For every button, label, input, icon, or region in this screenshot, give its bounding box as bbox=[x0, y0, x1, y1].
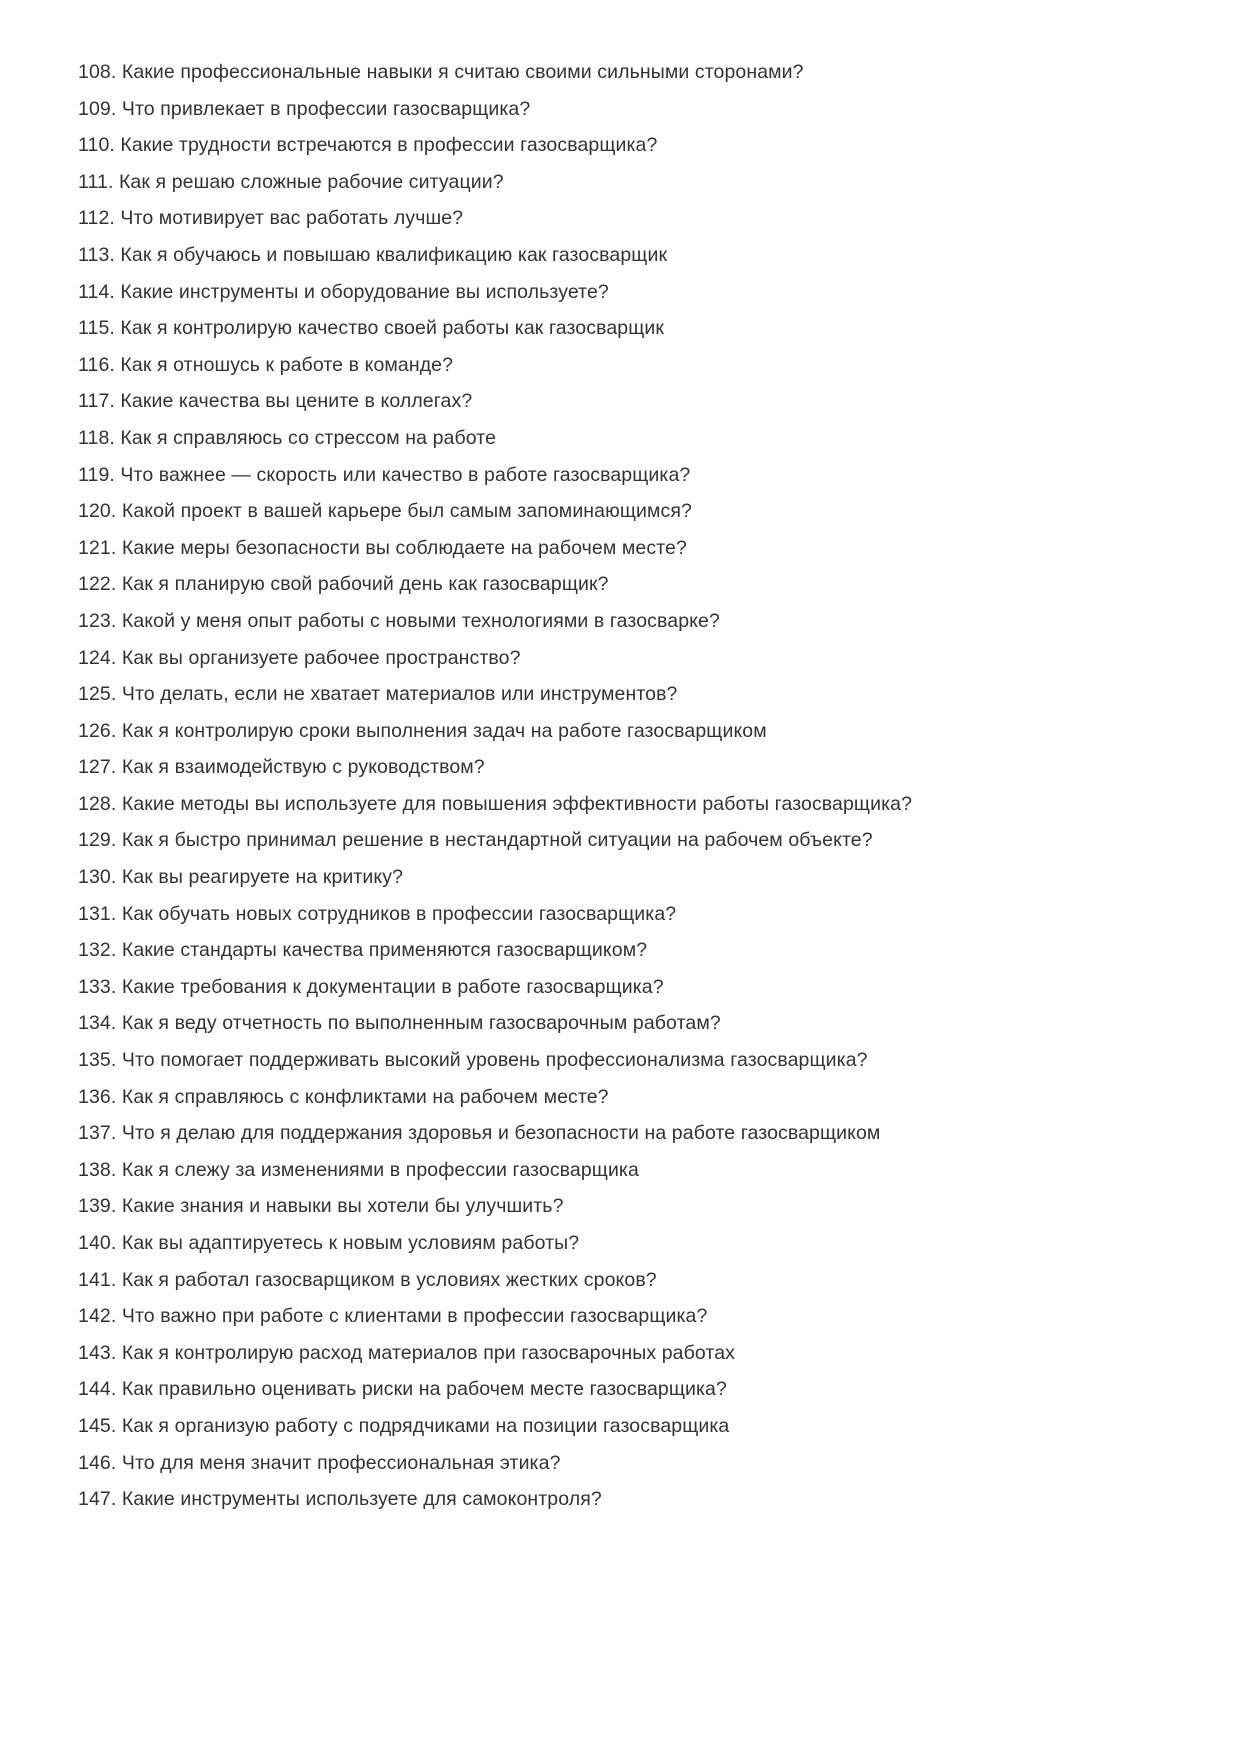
list-item: 124. Как вы организуете рабочее пространство? bbox=[78, 646, 521, 669]
list-item: 140. Как вы адаптируетесь к новым условиям работы? bbox=[78, 1232, 580, 1254]
list-item: 129. Как я быстро принимал решение в нестандартной ситуации на рабочем объекте? bbox=[78, 829, 873, 852]
list-item: 109. Что привлекает в профессии газосварщика? bbox=[78, 97, 531, 120]
list-item: 144. Как правильно оценивать риски на рабочем месте газосварщика? bbox=[78, 1378, 727, 1401]
list-item: 136. Как я справляюсь с конфликтами на рабочем месте? bbox=[78, 1085, 609, 1108]
list-item: 123. Какой у меня опыт работы с новыми технологиями в газосварке? bbox=[78, 609, 720, 632]
list-item: 119. Что важнее — скорость или качество в работе газосварщика? bbox=[78, 463, 691, 486]
list-item: 130. Как вы реагируете на критику? bbox=[78, 866, 404, 889]
list-item: 128. Какие методы вы используете для повышения эффективности работы газосварщика? bbox=[78, 792, 913, 815]
list-item: 118. Как я справляюсь со стрессом на работе bbox=[78, 426, 497, 449]
list-item: 131. Как обучать новых сотрудников в профессии газосварщика? bbox=[78, 902, 677, 925]
list-item: 137. Что я делаю для поддержания здоровья и безопасности на работе газосварщиком bbox=[78, 1122, 881, 1145]
list-item: 142. Что важно при работе с клиентами в профессии газосварщика? bbox=[78, 1305, 708, 1328]
list-item: 111. Как я решаю сложные рабочие ситуации? bbox=[78, 170, 504, 193]
list-item: 110. Какие трудности встречаются в профессии газосварщика? bbox=[78, 134, 658, 157]
list-item: 133. Какие требования к документации в работе газосварщика? bbox=[78, 975, 664, 998]
list-item: 141. Как я работал газосварщиком в условиях жестких сроков? bbox=[78, 1268, 657, 1291]
list-item: 114. Какие инструменты и оборудование вы используете? bbox=[78, 280, 609, 303]
list-item: 146. Что для меня значит профессиональная этика? bbox=[78, 1451, 561, 1474]
list-item: 132. Какие стандарты качества применяются газосварщиком? bbox=[78, 939, 648, 962]
list-item: 126. Как я контролирую сроки выполнения задач на работе газосварщиком bbox=[78, 719, 767, 742]
list-item: 117. Какие качества вы цените в коллегах? bbox=[78, 390, 473, 413]
list-item: 134. Как я веду отчетность по выполненным газосварочным работам? bbox=[78, 1012, 721, 1035]
list-item: 139. Какие знания и навыки вы хотели бы улучшить? bbox=[78, 1195, 564, 1218]
list-item: 115. Как я контролирую качество своей работы как газосварщик bbox=[78, 317, 664, 340]
list-item: 113. Как я обучаюсь и повышаю квалификацию как газосварщик bbox=[78, 243, 668, 266]
list-item: 121. Какие меры безопасности вы соблюдаете на рабочем месте? bbox=[78, 536, 687, 559]
list-item: 116. Как я отношусь к работе в команде? bbox=[78, 353, 454, 376]
list-item: 143. Как я контролирую расход материалов при газосварочных работах bbox=[78, 1341, 735, 1364]
list-item: 135. Что помогает поддерживать высокий уровень профессионализма газосварщика? bbox=[78, 1049, 868, 1072]
list-item: 108. Какие профессиональные навыки я считаю своими сильными сторонами? bbox=[78, 61, 804, 83]
list-item: 112. Что мотивирует вас работать лучше? bbox=[78, 207, 464, 230]
list-item: 145. Как я организую работу с подрядчиками на позиции газосварщика bbox=[78, 1414, 730, 1437]
list-item: 138. Как я слежу за изменениями в профессии газосварщика bbox=[78, 1158, 639, 1181]
question-list bbox=[78, 54, 1179, 1518]
list-item: 147. Какие инструменты используете для самоконтроля? bbox=[78, 1488, 602, 1511]
list-item: 125. Что делать, если не хватает материалов или инструментов? bbox=[78, 683, 678, 706]
list-item: 120. Какой проект в вашей карьере был самым запоминающимся? bbox=[78, 500, 692, 523]
list-item: 122. Как я планирую свой рабочий день как газосварщик? bbox=[78, 573, 609, 596]
list-item: 127. Как я взаимодействую с руководством? bbox=[78, 756, 485, 779]
